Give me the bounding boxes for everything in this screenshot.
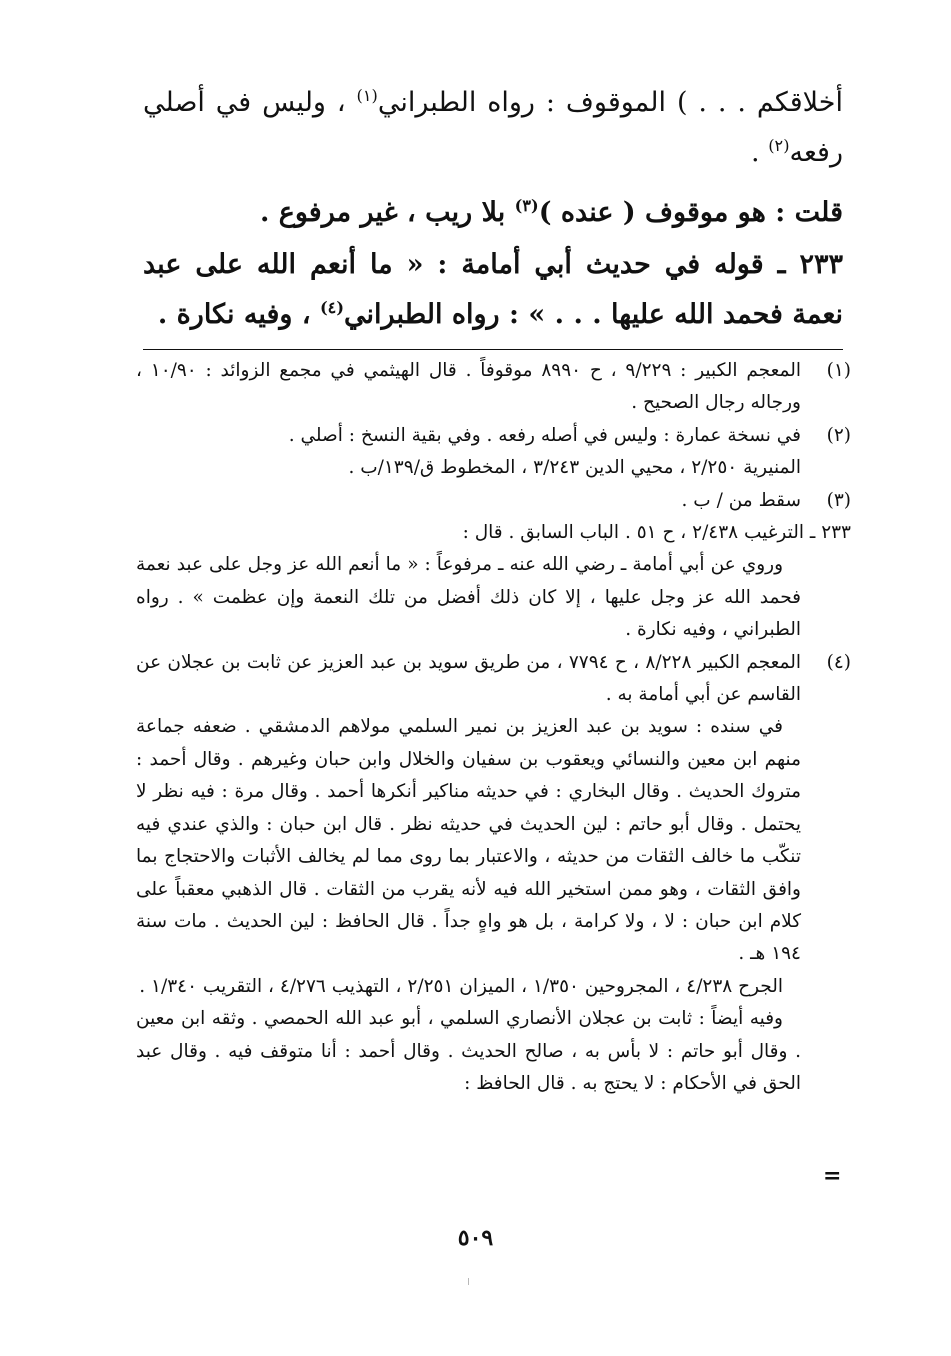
text-segment: بلا ريب ، غير مرفوع . (259, 197, 515, 228)
footnote-text (136, 485, 801, 517)
footnote-ref-1: (١) (356, 86, 378, 105)
print-mark (468, 1278, 469, 1285)
footnote-number: (٣) (826, 489, 851, 511)
text-segment: . (751, 137, 769, 168)
footnote-ref-2: (٢) (768, 136, 790, 155)
continuation-mark: = (823, 1163, 842, 1189)
paragraph-text (143, 240, 843, 340)
footnote-text (136, 420, 801, 485)
footnote-text (136, 647, 801, 712)
footnote-line: المعجم الكبير ٨/٢٢٨ ، ح ٧٧٩٤ ، من طريق سويد بن عبد العزيز عن ثابت بن عجلان عن القاسم عن أبي أمامة به . (136, 651, 802, 706)
footnote-line: سقط من / ب . (681, 489, 801, 511)
footnote-number: (١) (826, 360, 851, 381)
footnote-divider (143, 349, 843, 350)
footnote-1 (136, 355, 851, 420)
footnotes-section (136, 355, 851, 1100)
targheeb-reference: ٢٣٣ ـ الترغيب ٢/٤٣٨ ، ح ٥١ . الباب السابق . قال : (462, 522, 851, 544)
paragraph-text (143, 78, 843, 178)
narrator-analysis: في سنده : سويد بن عبد العزيز بن نمير السلمي مولاهم الدمشقي . ضعفه جماعة منهم ابن معين والنسائي ويعقوب بن سفيان والخلال وابن حبان وغيرهم . وقال أحمد : متروك الحديث . وقال البخاري : في حديثه مناكير أنكرها أحمد . وقال مرة : فيه نظر لا يحتمل . وقال أبو حاتم : لين الحديث في حديثه نظر . قال ابن حبان : والذي عندي فيه تنكّب ما خالف الثقات من حديثه ، والاعتبار بما روى مما لم يخالف الأثبات والاحتجاج بما وافق الثقات ، وهو ممن استخير الله فيه لأنه يقرب من الثقات . قال الذهبي معقباً على كلام ابن حبان : لا ، ولا كرامة ، بل هو واهٍ جداً . قال الحافظ : لين الحديث . مات سنة ١٩٤ هـ . (136, 716, 801, 965)
main-paragraph-3 (143, 240, 843, 340)
targheeb-quote (136, 549, 801, 646)
footnote-line: المعجم الكبير : ٩/٢٢٩ ، ح ٨٩٩٠ موقوفاً . قال الهيثمي في مجمع الزوائد : ١٠/٩٠ ، ورجاله رجال الصحيح . (136, 360, 801, 414)
sources-list: الجرح ٤/٢٣٨ ، المجروحين ١/٣٥٠ ، الميزان ٢/٢٥١ ، التهذيب ٤/٢٧٦ ، التقريب ١/٣٤٠ . (139, 975, 783, 997)
footnote-number: (٤) (826, 651, 851, 673)
footnote-4-continuation (136, 711, 801, 1100)
text-segment: ، وليس في أصلي رفعه (143, 87, 843, 168)
main-paragraph-1 (143, 78, 843, 178)
text-segment: ٢٣٣ ـ قوله في حديث أبي أمامة : « ما أنعم الله على عبد نعمة فحمد الله عليها . . . » : رواه الطبراني (143, 249, 843, 330)
footnote-line: المنيرية ٢/٢٥٠ ، محيي الدين ٣/٢٤٣ ، المخطوط ق/١٣٩/ب . (348, 457, 801, 479)
text-segment: أخلاقكم . . . ) الموقوف : رواه الطبراني (377, 87, 843, 118)
footnote-text (136, 355, 801, 420)
page-number: ٥٠٩ (457, 1225, 494, 1251)
footnote-3 (136, 485, 851, 517)
paragraph-text (143, 188, 843, 238)
footnote-4 (136, 647, 851, 712)
text-segment: ، وفيه نكارة . (157, 299, 320, 330)
narrator-analysis: وفيه أيضاً : ثابت بن عجلان الأنصاري السلمي ، أبو عبد الله الحمصي . وثقه ابن معين . وقال أبو حاتم : لا بأس به ، صالح الحديث . وقال أحمد : أنا متوقف فيه . وقال عبد الحق في الأحكام : لا يحتج به . قال الحافظ : (136, 1008, 801, 1094)
footnote-ref-4: (٤) (319, 298, 345, 317)
footnote-ref-3: (٣) (514, 196, 539, 215)
footnote-line: في نسخة عمارة : وليس في أصله رفعه . وفي بقية النسخ : أصلي . (288, 424, 801, 446)
quote-text: وروي عن أبي أمامة ـ رضي الله عنه ـ مرفوعاً : « ما أنعم الله عز وجل على عبد نعمة فحمد الله عز وجل عليها ، إلا كان ذلك أفضل من تلك النعمة وإن عظمت » . رواه الطبراني ، وفيه نكارة . (136, 554, 801, 641)
main-paragraph-2 (143, 188, 843, 238)
footnote-2 (136, 420, 851, 485)
text-segment: قلت : هو موقوف ( عنده ) (538, 197, 843, 228)
footnote-number: (٢) (826, 424, 851, 446)
